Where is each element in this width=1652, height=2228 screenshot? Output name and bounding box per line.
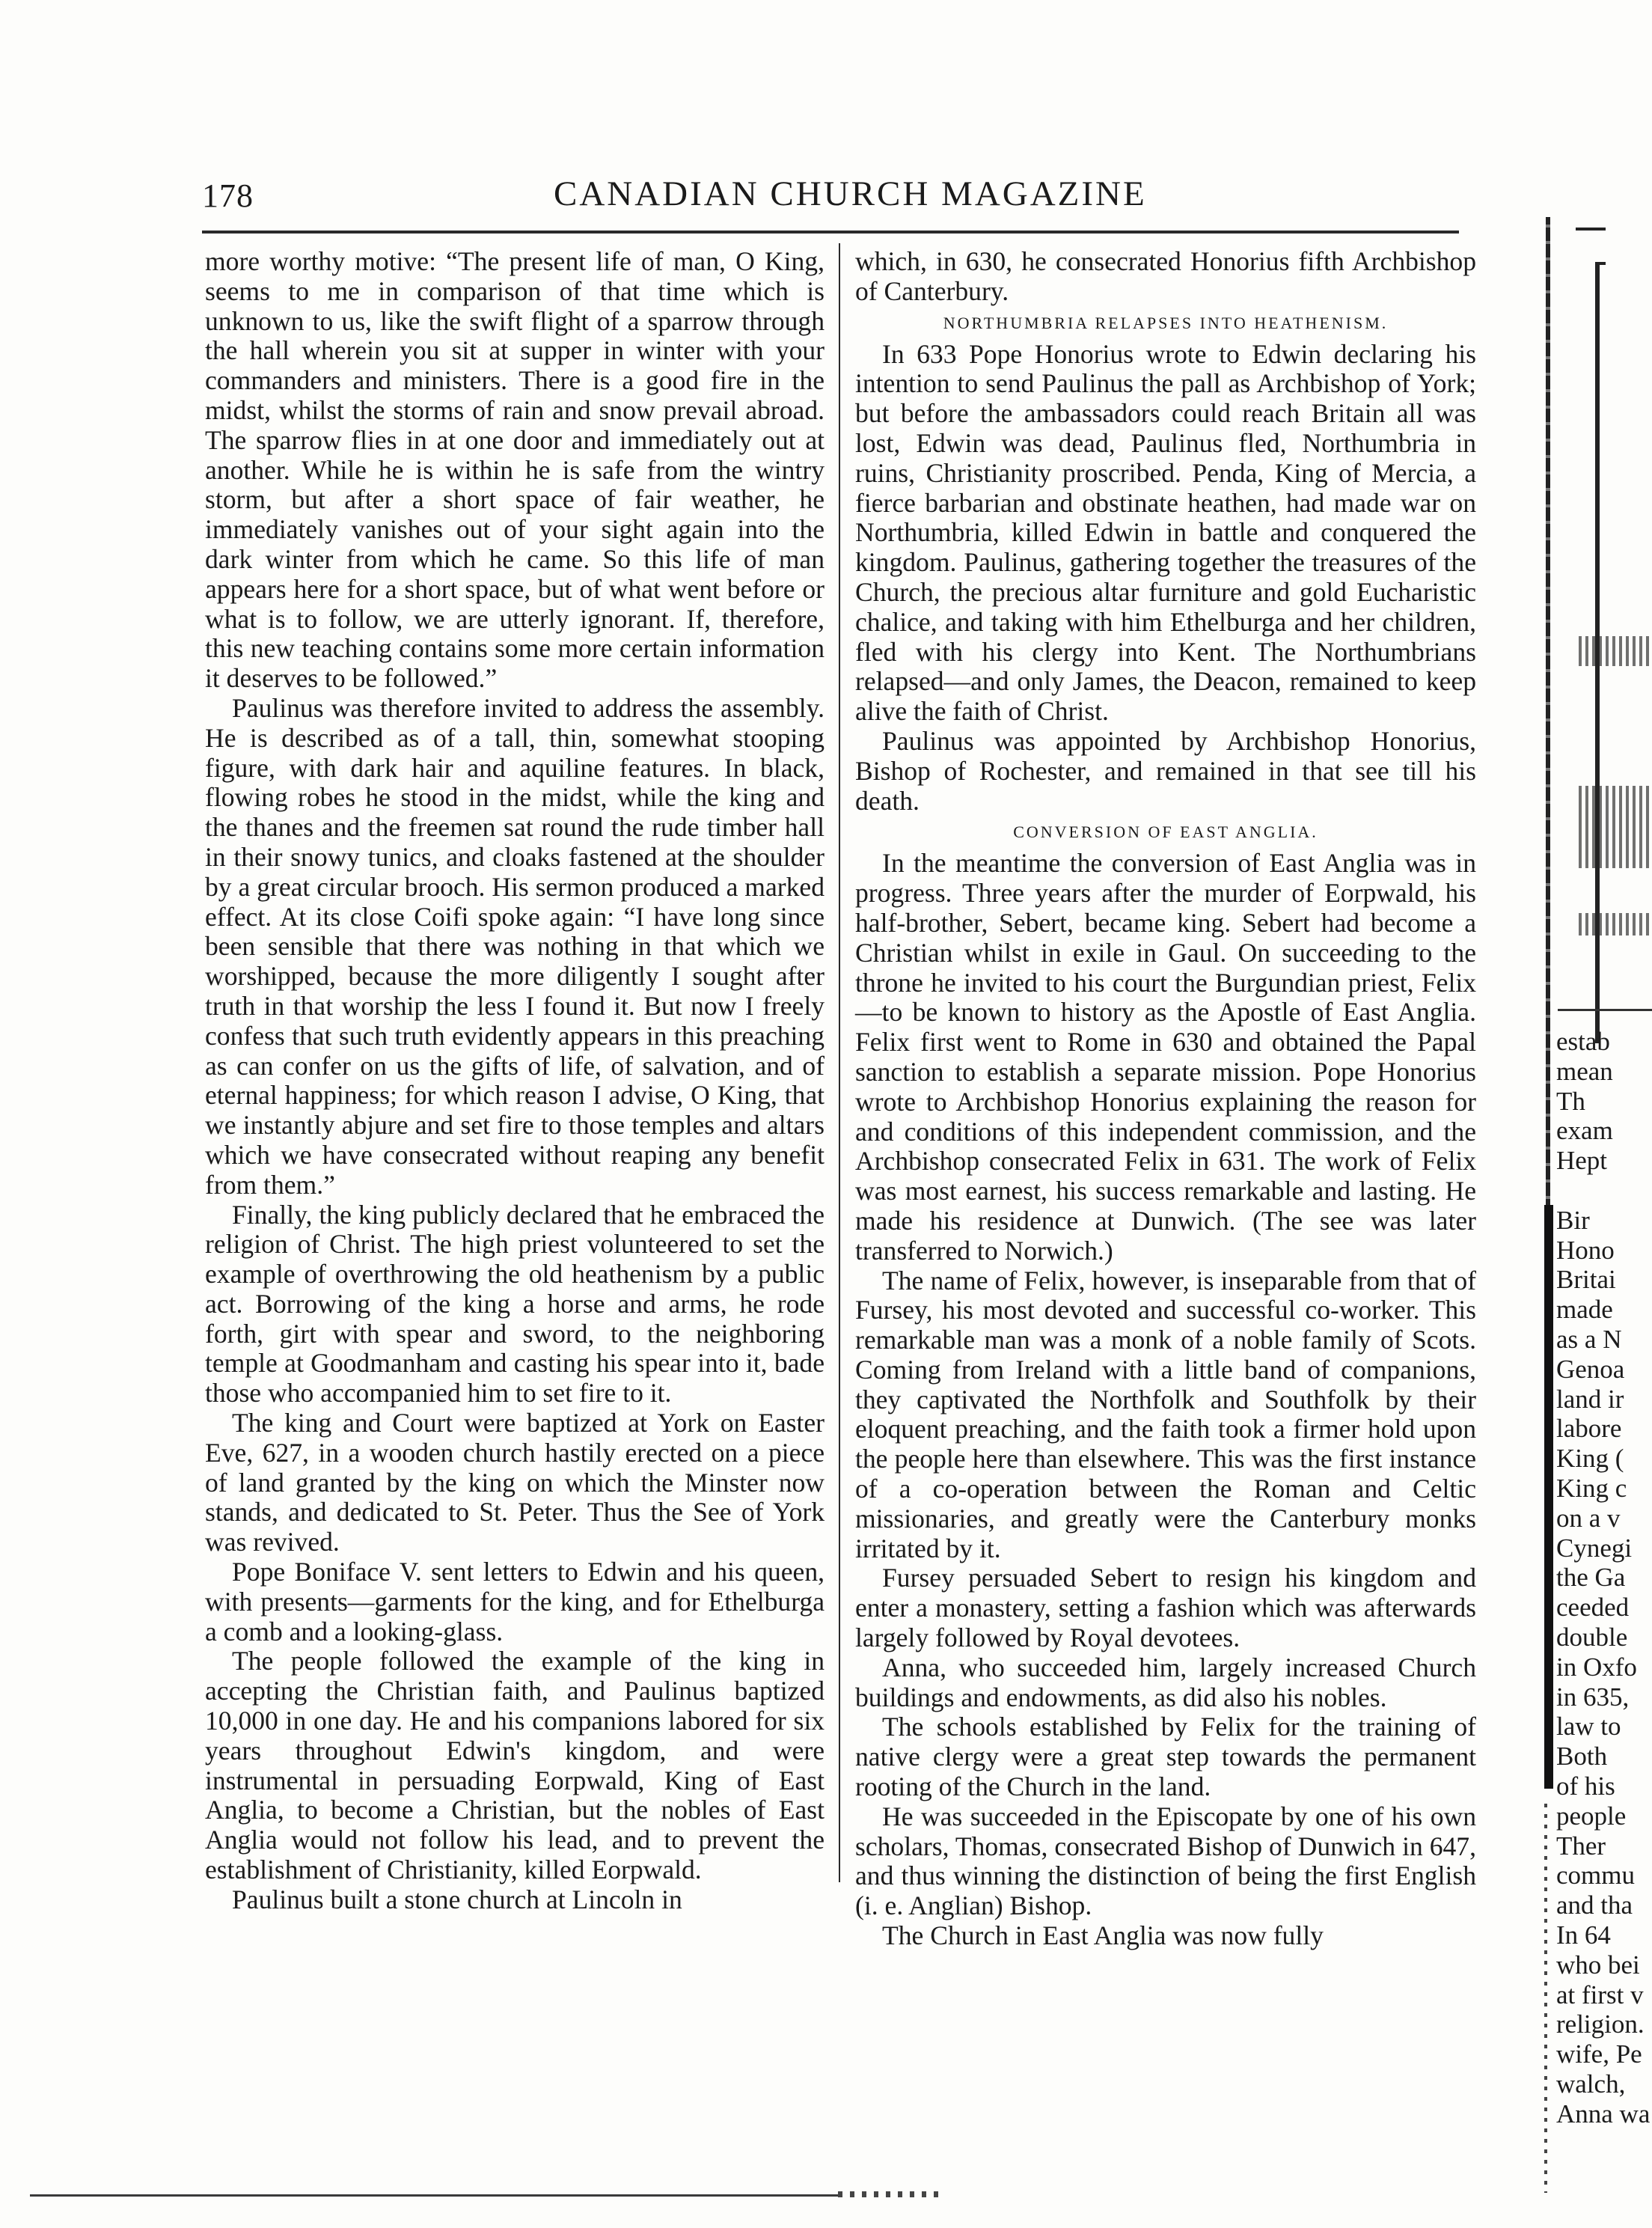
facing-line: King (	[1556, 1444, 1624, 1474]
facing-line	[1556, 1176, 1652, 1206]
facing-page-edge	[1546, 217, 1550, 1250]
paragraph: The king and Court were baptized at York on Easter Eve, 627, in a wooden church hastily erected on a piece of land granted by the king on which the Minster now stands, and dedicated to St. Peter. Thus the See of York was revived.	[205, 1408, 825, 1557]
paragraph: Paulinus built a stone church at Lincoln in	[232, 1884, 682, 1914]
facing-line: on a v	[1556, 1503, 1621, 1533]
facing-line: wife, Pe	[1556, 2039, 1642, 2069]
facing-line: walch,	[1556, 2069, 1626, 2099]
facing-line: made	[1556, 1295, 1613, 1325]
bottom-rule-dots	[838, 2191, 943, 2197]
paragraph: The people followed the example of the king in accepting the Christian faith, and Paulinus baptized 10,000 in one day. He and his companions labored for six years throughout Edwin's kingdom, and were instrumental in persuading Eorpwald, King of East Anglia, to become a Christian, but the nobles of East Anglia would not follow his lead, and to prevent the establishment of Christianity, killed Eorpwald.	[205, 1646, 825, 1885]
facing-line: exam	[1556, 1116, 1613, 1146]
bottom-rule	[30, 2194, 838, 2197]
right-column	[855, 247, 1476, 1951]
facing-line: in Oxfo	[1556, 1652, 1637, 1682]
left-column	[205, 247, 825, 1915]
paragraph: He was succeeded in the Episcopate by one of his own scholars, Thomas, consecrated Bishop of Dunwich in 647, and thus winning the distinction of being the first English (i. e. Anglian) Bishop.	[855, 1801, 1476, 1921]
facing-line: Hono	[1556, 1235, 1615, 1265]
facing-line: law to	[1556, 1712, 1621, 1742]
facing-line: King c	[1556, 1473, 1627, 1503]
facing-line: Anna wa	[1556, 2099, 1651, 2128]
facing-line: commu	[1556, 1861, 1635, 1890]
section-heading: CONVERSION OF EAST ANGLIA.	[1013, 822, 1318, 842]
facing-page-dots	[1544, 1804, 1547, 2193]
paragraph: Fursey persuaded Sebert to resign his kingdom and enter a monastery, setting a fashion which was afterwards largely followed by Royal devotees.	[855, 1563, 1476, 1653]
paragraph: In the meantime the conversion of East Anglia was in progress. Three years after the murder of Eorpwald, his half-brother, Sebert, became king. Sebert had become a Christian whilst in exile in Gaul. On succeeding to the throne he invited to his court the Burgundian priest, Felix—to be known to history as the Apostle of East Anglia. Felix first went to Rome in 630 and obtained the Papal sanction to establish a separate mission. Pope Honorius wrote to Archbishop Honorius explaining the reason for and conditions of this independent commission, and the Archbishop consecrated Felix in 631. The work of Felix was most earnest, his success remarkable and lasting. He made his residence at Dunwich. (The see was later transferred to Norwich.)	[855, 848, 1476, 1266]
facing-line: in 635,	[1556, 1682, 1630, 1712]
paragraph: Paulinus was appointed by Archbishop Honorius, Bishop of Rochester, and remained in that see till his death.	[855, 725, 1476, 816]
paragraph: which, in 630, he consecrated Honorius fifth Archbishop of Canterbury.	[855, 246, 1476, 306]
facing-page-marks	[1579, 913, 1652, 936]
facing-line: religion.	[1556, 2009, 1645, 2039]
facing-line: Th	[1556, 1086, 1585, 1116]
paragraph: The name of Felix, however, is inseparable from that of Fursey, his most devoted and successful co-worker. This remarkable man was a monk of a noble family of Scots. Coming from Ireland with a little band of companions, they captivated the Northfolk and Southfolk by their eloquent preaching, and the faith took a firmer hold upon the people here than elsewhere. This was the first instance of a co-operation between the Roman and Celtic missionaries, and greatly were the Canterbury monks irritated by it.	[855, 1265, 1476, 1563]
paragraph: more worthy motive: “The present life of man, O King, seems to me in comparison of that time which is unknown to us, like the swift flight of a sparrow through the hall wherein you sit at supper in winter with your commanders and ministers. There is a good fire in the midst, whilst the storms of rain and snow prevail abroad. The sparrow flies in at one door and immediately out at another. While he is within he is safe from the wintry storm, but after a short space of fair weather, he immediately vanishes out of your sight again into the dark winter from which he came. So this life of man appears here for a short space, but of what went before or what is to follow, we are utterly ignorant. If, therefore, this new teaching contains some more certain information it deserves to be followed.”	[205, 246, 825, 694]
facing-page-text	[1556, 1027, 1652, 2128]
paragraph: The schools established by Felix for the training of native clergy were a great step towards the permanent rooting of the Church in the land.	[855, 1712, 1476, 1802]
facing-line: Cynegi	[1556, 1533, 1633, 1563]
facing-line: Ther	[1556, 1831, 1606, 1861]
paragraph: Anna, who succeeded him, largely increased Church buildings and endowments, as did also his nobles.	[855, 1652, 1476, 1712]
column-divider	[839, 243, 840, 1882]
facing-page-rule	[1576, 228, 1606, 231]
facing-page-marks	[1579, 786, 1652, 868]
running-title: CANADIAN CHURCH MAGAZINE	[554, 174, 1147, 213]
facing-line: Hept	[1556, 1146, 1608, 1176]
facing-line: who bei	[1556, 1950, 1640, 1980]
facing-line: people	[1556, 1801, 1627, 1831]
facing-page-divider	[1558, 1009, 1652, 1011]
paragraph: The Church in East Anglia was now fully	[882, 1920, 1324, 1951]
section-heading: NORTHUMBRIA RELAPSES INTO HEATHENISM.	[943, 313, 1389, 332]
facing-line: mean	[1556, 1056, 1613, 1086]
facing-line: Genoa	[1556, 1354, 1625, 1384]
facing-line: estab	[1556, 1027, 1610, 1056]
facing-line: the Ga	[1556, 1563, 1626, 1593]
facing-page-fragment	[1541, 217, 1652, 2200]
facing-line: Bir	[1556, 1205, 1590, 1235]
facing-line: and tha	[1556, 1890, 1633, 1920]
facing-line: of his	[1556, 1771, 1615, 1801]
paragraph: In 633 Pope Honorius wrote to Edwin declaring his intention to send Paulinus the pall as Archbishop of York; but before the ambassadors could reach Britain all was lost, Edwin was dead, Paulinus fled, Northumbria in ruins, Christianity proscribed. Penda, King of Mercia, a fierce barbarian and obstinate heathen, had made war on Northumbria, killed Edwin in battle and conquered the kingdom. Paulinus, gathering together the treasures of the Church, the precious altar furniture and gold Eucharistic chalice, and taking with him Ethelburga and her children, fled with his clergy into Kent. The Northumbrians relapsed—and only James, the Deacon, remained to keep alive the faith of Christ.	[855, 338, 1476, 727]
facing-line: Britai	[1556, 1265, 1616, 1295]
page-number: 178	[202, 177, 254, 214]
facing-line: double	[1556, 1622, 1628, 1652]
facing-line: In 64	[1556, 1920, 1611, 1950]
facing-line: at first v	[1556, 1980, 1644, 2009]
header-rule	[202, 231, 1459, 234]
paragraph: Paulinus was therefore invited to address the assembly. He is described as of a tall, thin, somewhat stooping figure, with dark hair and aquiline features. In black, flowing robes he stood in the midst, while the king and the thanes and the freemen sat round the rude timber hall in their snowy tunics, and cloaks fastened at the shoulder by a great circular brooch. His sermon produced a marked effect. At its close Coifi spoke again: “I have long since been sensible that there was nothing in that which we worshipped, because the more diligently I sought after truth in that worship the less I found it. But now I freely confess that such truth evidently appears in this preaching as can confer on us the gifts of life, of salvation, and of eternal happiness; for which reason I advise, O King, that we instantly abjure and set fire to those temples and altars which we have consecrated without reaping any benefit from them.”	[205, 692, 825, 1200]
facing-page-marks	[1579, 636, 1652, 666]
facing-line: Both	[1556, 1742, 1608, 1771]
facing-line: land ir	[1556, 1384, 1624, 1414]
facing-line: as a N	[1556, 1324, 1622, 1354]
paragraph: Finally, the king publicly declared that he embraced the religion of Christ. The high priest volunteered to set the example of overthrowing the old heathenism by a public act. Borrowing of the king a horse and arms, he rode forth, girt with spear and sword, to the neighboring temple at Goodmanham and casting his spear into it, bade those who accompanied him to set fire to it.	[205, 1199, 825, 1408]
facing-line: labore	[1556, 1414, 1622, 1444]
paragraph: Pope Boniface V. sent letters to Edwin and his queen, with presents—garments for the king, and for Ethelburga a comb and a looking-glass.	[205, 1557, 825, 1646]
facing-page-bar	[1544, 1205, 1553, 1789]
facing-line: ceeded	[1556, 1593, 1630, 1623]
